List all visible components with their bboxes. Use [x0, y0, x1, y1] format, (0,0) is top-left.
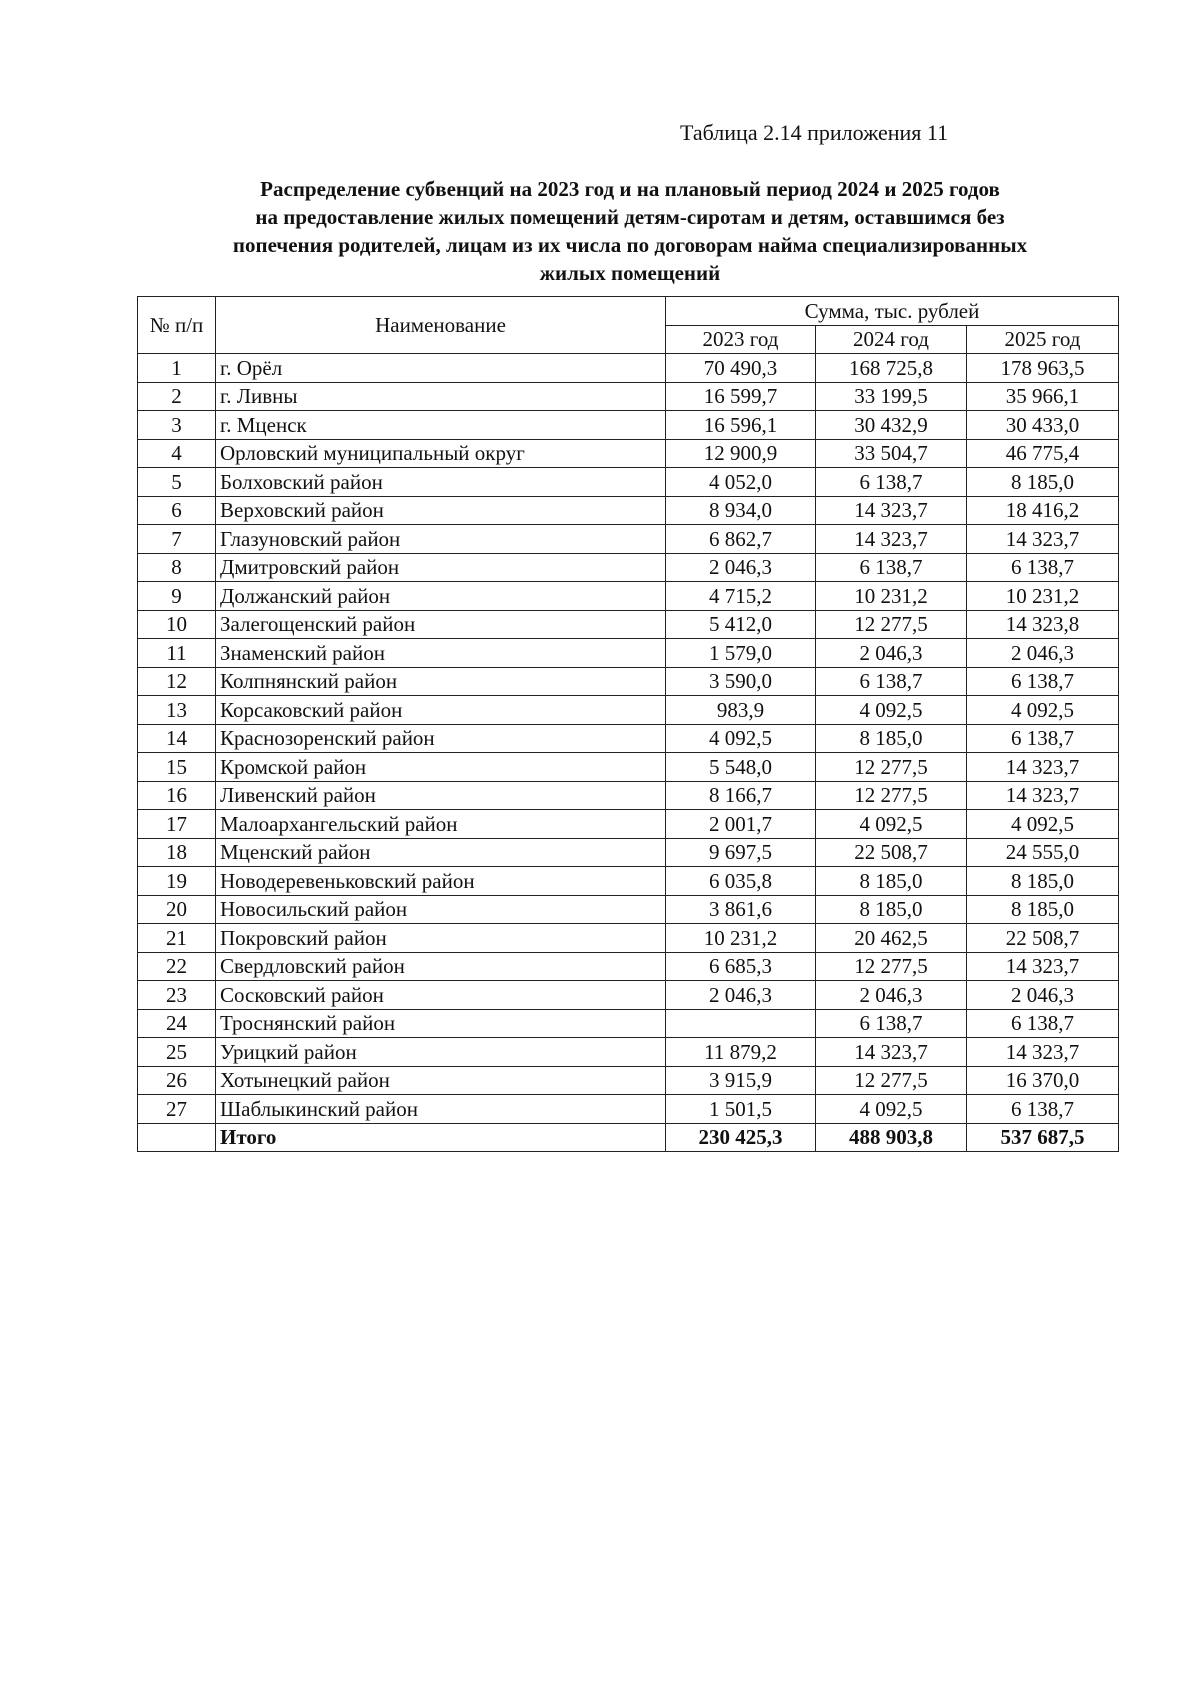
value-2023: 5 412,0 — [666, 610, 816, 639]
row-name: г. Мценск — [216, 411, 666, 440]
table-row — [138, 781, 1119, 810]
row-number: 6 — [138, 496, 216, 525]
row-name: Болховский район — [216, 468, 666, 497]
value-2025: 6 138,7 — [967, 553, 1119, 582]
value-2024: 4 092,5 — [816, 696, 967, 725]
value-2025: 14 323,7 — [967, 525, 1119, 554]
title-line-1: Распределение субвенций на 2023 год и на плановый период 2024 и 2025 годов — [260, 177, 1000, 201]
value-2023: 6 035,8 — [666, 867, 816, 896]
row-number: 13 — [138, 696, 216, 725]
value-2023: 8 934,0 — [666, 496, 816, 525]
total-row — [138, 1123, 1119, 1152]
value-2024: 6 138,7 — [816, 468, 967, 497]
value-2023: 4 092,5 — [666, 724, 816, 753]
header-year-2023: 2023 год — [666, 325, 816, 354]
row-number: 11 — [138, 639, 216, 668]
row-name: Новодеревеньковский район — [216, 867, 666, 896]
header-name: Наименование — [216, 297, 666, 354]
value-2025: 14 323,8 — [967, 610, 1119, 639]
row-number: 27 — [138, 1095, 216, 1124]
row-name: Хотынецкий район — [216, 1066, 666, 1095]
row-name: Ливенский район — [216, 781, 666, 810]
table-row — [138, 952, 1119, 981]
row-number: 20 — [138, 895, 216, 924]
value-2024: 14 323,7 — [816, 496, 967, 525]
row-number: 4 — [138, 439, 216, 468]
value-2025: 35 966,1 — [967, 382, 1119, 411]
row-number: 16 — [138, 781, 216, 810]
table-row — [138, 468, 1119, 497]
value-2023: 6 685,3 — [666, 952, 816, 981]
table-row — [138, 981, 1119, 1010]
row-number: 10 — [138, 610, 216, 639]
table-row — [138, 354, 1119, 383]
subventions-table — [137, 296, 1119, 1152]
row-name: Должанский район — [216, 582, 666, 611]
table-row — [138, 810, 1119, 839]
row-name: Сосковский район — [216, 981, 666, 1010]
value-2023: 4 052,0 — [666, 468, 816, 497]
row-number: 25 — [138, 1038, 216, 1067]
value-2023 — [666, 1009, 816, 1038]
row-name: Верховский район — [216, 496, 666, 525]
value-2024: 33 504,7 — [816, 439, 967, 468]
value-2023: 9 697,5 — [666, 838, 816, 867]
value-2023: 5 548,0 — [666, 753, 816, 782]
row-number: 1 — [138, 354, 216, 383]
row-number — [138, 1123, 216, 1152]
table-row — [138, 1009, 1119, 1038]
value-2024: 168 725,8 — [816, 354, 967, 383]
value-2023: 12 900,9 — [666, 439, 816, 468]
row-number: 9 — [138, 582, 216, 611]
table-reference: Таблица 2.14 приложения 11 — [680, 120, 949, 145]
table-body — [138, 354, 1119, 1152]
value-2024: 33 199,5 — [816, 382, 967, 411]
value-2024: 12 277,5 — [816, 610, 967, 639]
row-name: Итого — [216, 1123, 666, 1152]
row-name: Залегощенский район — [216, 610, 666, 639]
row-number: 24 — [138, 1009, 216, 1038]
row-name: Знаменский район — [216, 639, 666, 668]
row-number: 2 — [138, 382, 216, 411]
row-name: Покровский район — [216, 924, 666, 953]
value-2023: 8 166,7 — [666, 781, 816, 810]
table-row — [138, 496, 1119, 525]
value-2025: 2 046,3 — [967, 639, 1119, 668]
row-number: 5 — [138, 468, 216, 497]
value-2023: 11 879,2 — [666, 1038, 816, 1067]
value-2024: 20 462,5 — [816, 924, 967, 953]
row-number: 17 — [138, 810, 216, 839]
row-name: г. Орёл — [216, 354, 666, 383]
row-name: Дмитровский район — [216, 553, 666, 582]
value-2023: 3 861,6 — [666, 895, 816, 924]
header-year-2024: 2024 год — [816, 325, 967, 354]
value-2024: 6 138,7 — [816, 1009, 967, 1038]
value-2025: 4 092,5 — [967, 810, 1119, 839]
table-row — [138, 553, 1119, 582]
value-2025: 6 138,7 — [967, 724, 1119, 753]
value-2025: 22 508,7 — [967, 924, 1119, 953]
value-2023: 4 715,2 — [666, 582, 816, 611]
value-2023: 1 501,5 — [666, 1095, 816, 1124]
header-year-2025: 2025 год — [967, 325, 1119, 354]
value-2024: 6 138,7 — [816, 667, 967, 696]
table-row — [138, 582, 1119, 611]
row-name: Мценский район — [216, 838, 666, 867]
value-2023: 983,9 — [666, 696, 816, 725]
table-row — [138, 1038, 1119, 1067]
value-2023: 16 599,7 — [666, 382, 816, 411]
value-2025: 18 416,2 — [967, 496, 1119, 525]
row-number: 19 — [138, 867, 216, 896]
value-2025: 14 323,7 — [967, 781, 1119, 810]
row-name: Новосильский район — [216, 895, 666, 924]
row-number: 21 — [138, 924, 216, 953]
value-2024: 8 185,0 — [816, 724, 967, 753]
value-2025: 8 185,0 — [967, 468, 1119, 497]
title-line-3: попечения родителей, лицам из их числа по договорам найма специализированных — [232, 233, 1028, 257]
value-2023: 1 579,0 — [666, 639, 816, 668]
table-row — [138, 753, 1119, 782]
row-number: 7 — [138, 525, 216, 554]
table-row — [138, 724, 1119, 753]
value-2025: 6 138,7 — [967, 667, 1119, 696]
value-2023: 6 862,7 — [666, 525, 816, 554]
table-row — [138, 525, 1119, 554]
row-name: Троснянский район — [216, 1009, 666, 1038]
row-number: 15 — [138, 753, 216, 782]
value-2025: 6 138,7 — [967, 1095, 1119, 1124]
row-number: 22 — [138, 952, 216, 981]
row-number: 8 — [138, 553, 216, 582]
table-row — [138, 610, 1119, 639]
value-2025: 537 687,5 — [967, 1123, 1119, 1152]
value-2024: 14 323,7 — [816, 1038, 967, 1067]
table-row — [138, 639, 1119, 668]
value-2025: 24 555,0 — [967, 838, 1119, 867]
value-2025: 6 138,7 — [967, 1009, 1119, 1038]
table-row — [138, 838, 1119, 867]
value-2024: 12 277,5 — [816, 1066, 967, 1095]
value-2024: 12 277,5 — [816, 753, 967, 782]
value-2025: 10 231,2 — [967, 582, 1119, 611]
header-sum: Сумма, тыс. рублей — [666, 297, 1119, 326]
header-row-1 — [138, 297, 1119, 326]
value-2023: 2 001,7 — [666, 810, 816, 839]
value-2023: 70 490,3 — [666, 354, 816, 383]
value-2024: 8 185,0 — [816, 867, 967, 896]
row-name: Корсаковский район — [216, 696, 666, 725]
value-2024: 8 185,0 — [816, 895, 967, 924]
value-2025: 16 370,0 — [967, 1066, 1119, 1095]
value-2024: 488 903,8 — [816, 1123, 967, 1152]
row-number: 12 — [138, 667, 216, 696]
value-2025: 14 323,7 — [967, 952, 1119, 981]
value-2024: 4 092,5 — [816, 810, 967, 839]
table-row — [138, 1066, 1119, 1095]
value-2024: 6 138,7 — [816, 553, 967, 582]
value-2024: 2 046,3 — [816, 639, 967, 668]
value-2023: 3 915,9 — [666, 1066, 816, 1095]
table-row — [138, 924, 1119, 953]
row-name: г. Ливны — [216, 382, 666, 411]
table-row — [138, 382, 1119, 411]
value-2024: 22 508,7 — [816, 838, 967, 867]
value-2024: 14 323,7 — [816, 525, 967, 554]
value-2025: 8 185,0 — [967, 867, 1119, 896]
value-2024: 12 277,5 — [816, 952, 967, 981]
value-2023: 230 425,3 — [666, 1123, 816, 1152]
value-2025: 30 433,0 — [967, 411, 1119, 440]
table-row — [138, 867, 1119, 896]
value-2025: 2 046,3 — [967, 981, 1119, 1010]
value-2024: 4 092,5 — [816, 1095, 967, 1124]
row-number: 26 — [138, 1066, 216, 1095]
value-2024: 12 277,5 — [816, 781, 967, 810]
value-2024: 30 432,9 — [816, 411, 967, 440]
row-name: Шаблыкинский район — [216, 1095, 666, 1124]
row-name: Колпнянский район — [216, 667, 666, 696]
title-line-2: на предоставление жилых помещений детям-сиротам и детям, оставшимся без — [255, 205, 1005, 229]
value-2025: 14 323,7 — [967, 1038, 1119, 1067]
value-2023: 3 590,0 — [666, 667, 816, 696]
row-name: Орловский муниципальный округ — [216, 439, 666, 468]
table-row — [138, 696, 1119, 725]
value-2024: 10 231,2 — [816, 582, 967, 611]
row-number: 3 — [138, 411, 216, 440]
header-number: № п/п — [138, 297, 216, 354]
row-number: 14 — [138, 724, 216, 753]
value-2025: 46 775,4 — [967, 439, 1119, 468]
value-2023: 16 596,1 — [666, 411, 816, 440]
row-name: Малоархангельский район — [216, 810, 666, 839]
row-name: Глазуновский район — [216, 525, 666, 554]
table-row — [138, 411, 1119, 440]
title-line-4: жилых помещений — [539, 261, 721, 285]
row-name: Кромской район — [216, 753, 666, 782]
row-number: 18 — [138, 838, 216, 867]
row-name: Урицкий район — [216, 1038, 666, 1067]
value-2023: 2 046,3 — [666, 981, 816, 1010]
table-row — [138, 667, 1119, 696]
value-2025: 178 963,5 — [967, 354, 1119, 383]
value-2024: 2 046,3 — [816, 981, 967, 1010]
value-2025: 14 323,7 — [967, 753, 1119, 782]
row-name: Краснозоренский район — [216, 724, 666, 753]
value-2025: 4 092,5 — [967, 696, 1119, 725]
table-row — [138, 439, 1119, 468]
value-2025: 8 185,0 — [967, 895, 1119, 924]
document-title — [140, 175, 1120, 287]
table-row — [138, 895, 1119, 924]
row-number: 23 — [138, 981, 216, 1010]
value-2023: 10 231,2 — [666, 924, 816, 953]
value-2023: 2 046,3 — [666, 553, 816, 582]
table-row — [138, 1095, 1119, 1124]
row-name: Свердловский район — [216, 952, 666, 981]
